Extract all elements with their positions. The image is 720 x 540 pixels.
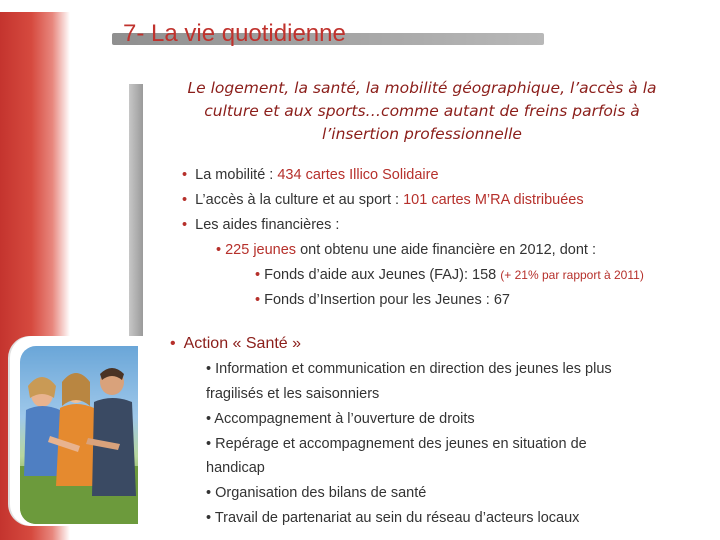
mobilite-label: La mobilité :	[195, 167, 278, 183]
sante-heading-line	[170, 335, 301, 353]
sub-bullet-faj	[255, 267, 644, 283]
mobilite-value: 434 cartes Illico Solidaire	[277, 167, 439, 183]
culture-label: L’accès à la culture et au sport :	[195, 192, 404, 208]
bullet-dot: •	[182, 167, 188, 183]
aides-label: Les aides financières :	[195, 217, 340, 233]
sante-line-2: fragilisés et les saisonniers	[206, 386, 380, 402]
bullet-dot: •	[255, 267, 261, 283]
faj-note: (+ 21% par rapport à 2011)	[500, 268, 644, 282]
sub-bullet-jeunes	[216, 242, 596, 258]
bullet-culture	[182, 192, 584, 208]
sante-line-5: handicap	[206, 460, 265, 476]
sante-line-4: • Repérage et accompagnement des jeunes en situation de	[206, 436, 587, 452]
decorative-gray-bar	[129, 84, 143, 342]
culture-value: 101 cartes M’RA distribuées	[403, 192, 584, 208]
sub-bullet-fij	[255, 292, 510, 308]
bullet-dot: •	[216, 242, 222, 258]
slide-subtitle: Le logement, la santé, la mobilité géographique, l’accès à la culture et aux sports…comme autant de freins parfois à l’insertion professionnelle	[187, 79, 657, 143]
bullet-dot: •	[255, 292, 261, 308]
fij-label: Fonds d’Insertion pour les Jeunes : 67	[264, 292, 510, 308]
sante-line-1: • Information et communication en direction des jeunes les plus	[206, 361, 612, 377]
bullet-dot: •	[170, 335, 176, 352]
sante-line-7: • Travail de partenariat au sein du réseau d’acteurs locaux	[206, 510, 580, 526]
bullet-aides	[182, 217, 339, 233]
jeunes-rest: ont obtenu une aide financière en 2012, dont :	[296, 242, 596, 258]
bullet-dot: •	[182, 217, 188, 233]
sante-line-6: • Organisation des bilans de santé	[206, 485, 427, 501]
bullet-mobilite	[182, 167, 439, 183]
sante-heading: Action « Santé »	[183, 335, 302, 352]
slide-title: 7- La vie quotidienne	[123, 20, 346, 47]
faj-label: Fonds d’aide aux Jeunes (FAJ): 158	[264, 267, 501, 283]
jeunes-value: 225 jeunes	[225, 242, 297, 258]
sante-line-3: • Accompagnement à l’ouverture de droits	[206, 411, 475, 427]
young-people-photo	[20, 346, 138, 524]
bullet-dot: •	[182, 192, 188, 208]
